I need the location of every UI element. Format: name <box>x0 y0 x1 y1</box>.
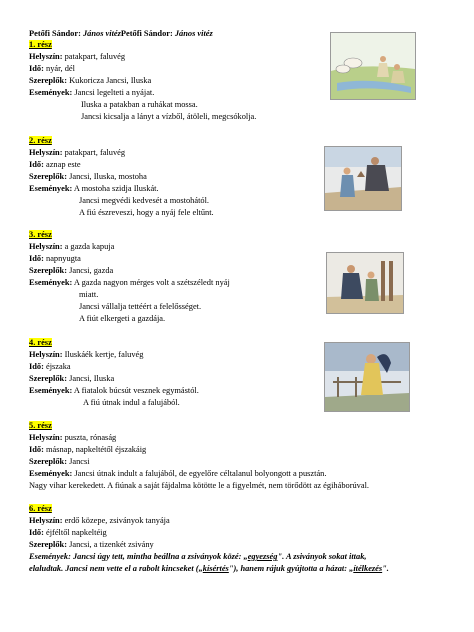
section-2-event-2: Jancsi megvédi kedvesét a mostohától. <box>79 196 210 205</box>
section-1-characters: Szereplők: Kukoricza Jancsi, Iluska <box>29 76 152 85</box>
document-title: Petőfi Sándor: János vitézPetőfi Sándor: János vitéz <box>29 29 213 38</box>
section-1-event-3: Jancsi kicsalja a lányt a vízből, átöleli, megcsókolja. <box>81 112 257 121</box>
meadow-illustration <box>330 32 416 100</box>
section-5-events: Események: Jancsi útnak indult a falujából, de egyelőre céltalanul bolyongott a pusztán. <box>29 469 327 478</box>
section-3-time: Idő: napnyugta <box>29 254 81 263</box>
section-2-place: Helyszín: patakpart, faluvég <box>29 148 126 157</box>
section-3-events: Események: A gazda nagyon mérges volt a szétszéledt nyáj <box>29 278 230 287</box>
section-6-place: Helyszín: erdő közepe, zsiványok tanyája <box>29 516 170 525</box>
section-3-event-2: Jancsi vállalja tettéért a felelősséget. <box>79 302 202 311</box>
section-2-time: Idő: aznap este <box>29 160 81 169</box>
section-1-event-2: Iluska a patakban a ruhákat mossa. <box>81 100 198 109</box>
section-5-characters: Szereplők: Jancsi <box>29 457 90 466</box>
section-6-time: Idő: éjféltől napkeltéig <box>29 528 107 537</box>
section-3-event-1-cont: miatt. <box>79 290 99 299</box>
farewell-night-illustration <box>324 342 410 412</box>
section-3-heading: 3. rész <box>29 230 52 239</box>
stepmother-scolding-illustration <box>324 146 402 211</box>
section-2-events: Események: A mostoha szidja Iluskát. <box>29 184 159 193</box>
section-1-heading: 1. rész <box>29 40 52 49</box>
section-4-characters: Szereplők: Jancsi, Iluska <box>29 374 115 383</box>
section-3-characters: Szereplők: Jancsi, gazda <box>29 266 114 275</box>
section-4-time: Idő: éjszaka <box>29 362 71 371</box>
farmer-gate-illustration <box>326 252 404 314</box>
section-3-place: Helyszín: a gazda kapuja <box>29 242 115 251</box>
section-1-events: Események: Jancsi legelteti a nyájat. <box>29 88 155 97</box>
section-6-events: Események: Jancsi úgy tett, mintha beállna a zsiványok közé: „egyezség". A zsiványok sokat ittak, <box>29 552 367 561</box>
section-4-place: Helyszín: Iluskáék kertje, faluvég <box>29 350 144 359</box>
section-5-heading: 5. rész <box>29 421 52 430</box>
section-6-events-cont: elaludtak. Jancsi nem vette el a rabolt kincseket („kísértés"), hanem rájuk gyújtotta a házat: „ítélkezés". <box>29 564 389 573</box>
section-5-time: Idő: másnap, napkeltétől éjszakáig <box>29 445 147 454</box>
section-2-event-3: A fiú észreveszi, hogy a nyáj fele eltűnt. <box>79 208 214 217</box>
section-6-characters: Szereplők: Jancsi, a tizenkét zsivány <box>29 540 154 549</box>
section-2-characters: Szereplők: Jancsi, Iluska, mostoha <box>29 172 147 181</box>
section-3-event-3: A fiút elkergeti a gazdája. <box>79 314 166 323</box>
section-4-events: Események: A fiatalok búcsút vesznek egymástól. <box>29 386 199 395</box>
section-2-heading: 2. rész <box>29 136 52 145</box>
section-5-event-2: Nagy vihar kerekedett. A fiúnak a saját fájdalma kötötte le a figyelmét, nem törődött az égiháborúval. <box>29 481 369 490</box>
section-5-place: Helyszín: puszta, rónaság <box>29 433 117 442</box>
section-6-heading: 6. rész <box>29 504 52 513</box>
section-1-place: Helyszín: patakpart, faluvég <box>29 52 126 61</box>
section-4-event-2: A fiú útnak indul a falujából. <box>83 398 180 407</box>
section-4-heading: 4. rész <box>29 338 52 347</box>
section-1-time: Idő: nyár, dél <box>29 64 75 73</box>
